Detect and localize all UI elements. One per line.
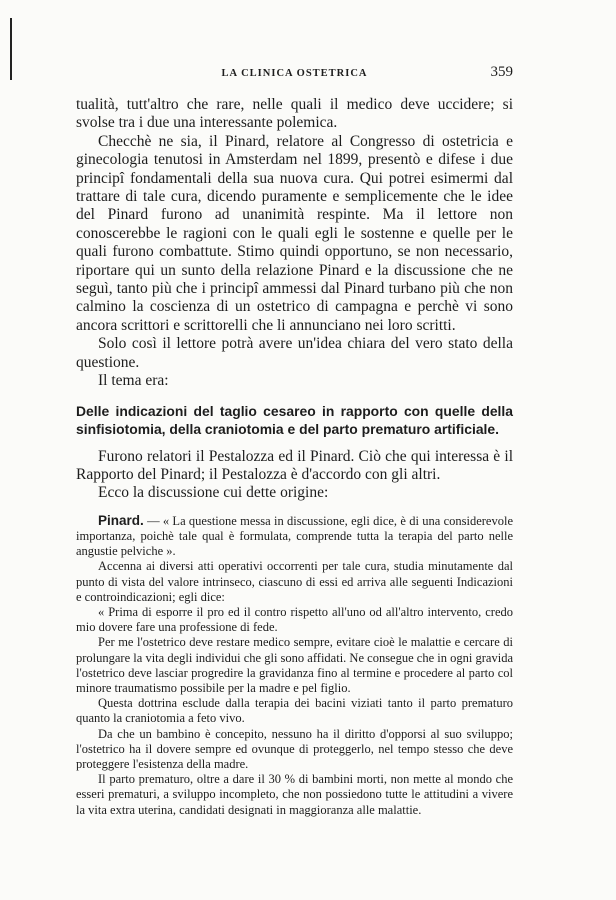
discussion-paragraph: Da che un bambino è concepito, nessuno ha il diritto d'opporsi al suo sviluppo; l'ostetrico ha il dovere sempre ed ovunque di proteggerlo, nel tempo stesso che deve proteggere l'esistenza della madre. [76, 726, 513, 771]
paragraph: Solo così il lettore potrà avere un'idea chiara del vero stato della questione. [76, 335, 513, 371]
main-text-continued [76, 448, 513, 503]
discussion-paragraph: Questa dottrina esclude dalla terapia dei bacini viziati tanto il parto prematuro quanto la craniotomia a feto vivo. [76, 696, 513, 726]
paragraph: tualità, tutt'altro che rare, nelle quali il medico deve uccidere; si svolse tra i due una interessante polemica. [76, 96, 513, 132]
discussion-block [76, 513, 513, 818]
paragraph: Il tema era: [98, 372, 169, 390]
paragraph: Ecco la discussione cui dette origine: [98, 484, 329, 502]
section-title: Delle indicazioni del taglio cesareo in rapporto con quelle della sinfisiotomia, della craniotomia e del parto prematuro artificiale. [76, 402, 513, 437]
running-title: LA CLINICA OSTETRICA [221, 68, 368, 79]
discussion-opening [76, 513, 513, 560]
discussion-paragraph: « Prima di esporre il pro ed il contro rispetto all'uno od all'altro intervento, credo mio dovere fare una professione di fede. [76, 604, 513, 635]
page-edge-mark [10, 18, 12, 80]
speaker-dash: — [143, 513, 163, 528]
speaker-name: Pinard. [98, 512, 144, 528]
page-body [76, 96, 513, 818]
discussion-paragraph: Il parto prematuro, oltre a dare il 30 % di bambini morti, non mette al mondo che esseri prematuri, a sviluppo incompleto, che non possiedono tutte le attitudini a vivere la vita extra uterina, candidati designati in maggioranza alle malattie. [76, 772, 513, 817]
paragraph: Furono relatori il Pestalozza ed il Pinard. Ciò che qui interessa è il Rapporto del Pinard; il Pestalozza è d'accordo con gli altri. [76, 447, 513, 483]
discussion-first-text: « La questione messa in discussione, egli dice, è di una considerevole importanza, poichè tale qual è formulata, comprende tutta la terapia del parto nelle angustie pelviche ». [76, 513, 514, 559]
discussion-paragraph: Accenna ai diversi atti operativi occorrenti per tale cura, studia minutamente dal punto di vista del valore intrinseco, ciascuno di essi ed arriva alle seguenti Indicazioni e controindicazioni; egli dice: [76, 559, 513, 604]
main-text [76, 96, 513, 391]
paragraph: Checchè ne sia, il Pinard, relatore al Congresso di ostetricia e ginecologia tenutosi in Amsterdam nel 1899, presentò e difese i due principî fondamentali della sua nuova cura. Qui potrei esimermi dal trattare di tale cura, dicendo puramente e semplicemente che le idee del Pinard furono ad unanimità respinte. Ma il lettore non conoscerebbe le ragioni con le quali egli le sostenne e quelle per le quali furono combattute. Stimo quindi opportuno, se non necessario, riportare qui un sunto della relazione Pinard e la discussione che ne seguì, tanto più che i principî ammessi dal Pinard turbano più che non calmino la coscienza di un ostetrico di campagna e perchè vi sono ancora scrittori e scrittorelli che li annunciano nei loro scritti. [76, 132, 513, 334]
page-header [76, 64, 513, 84]
discussion-paragraph: Per me l'ostetrico deve restare medico sempre, evitare cioè le malattie e cercare di prolungare la vita degli individui che gli sono affidati. Ne consegue che in ogni gravida l'ostetrico deve lasciar progredire la gravidanza fino al termine e procedere al parto col minore traumatismo possibile per la madre e pel figlio. [76, 635, 513, 695]
page-number: 359 [490, 64, 513, 80]
